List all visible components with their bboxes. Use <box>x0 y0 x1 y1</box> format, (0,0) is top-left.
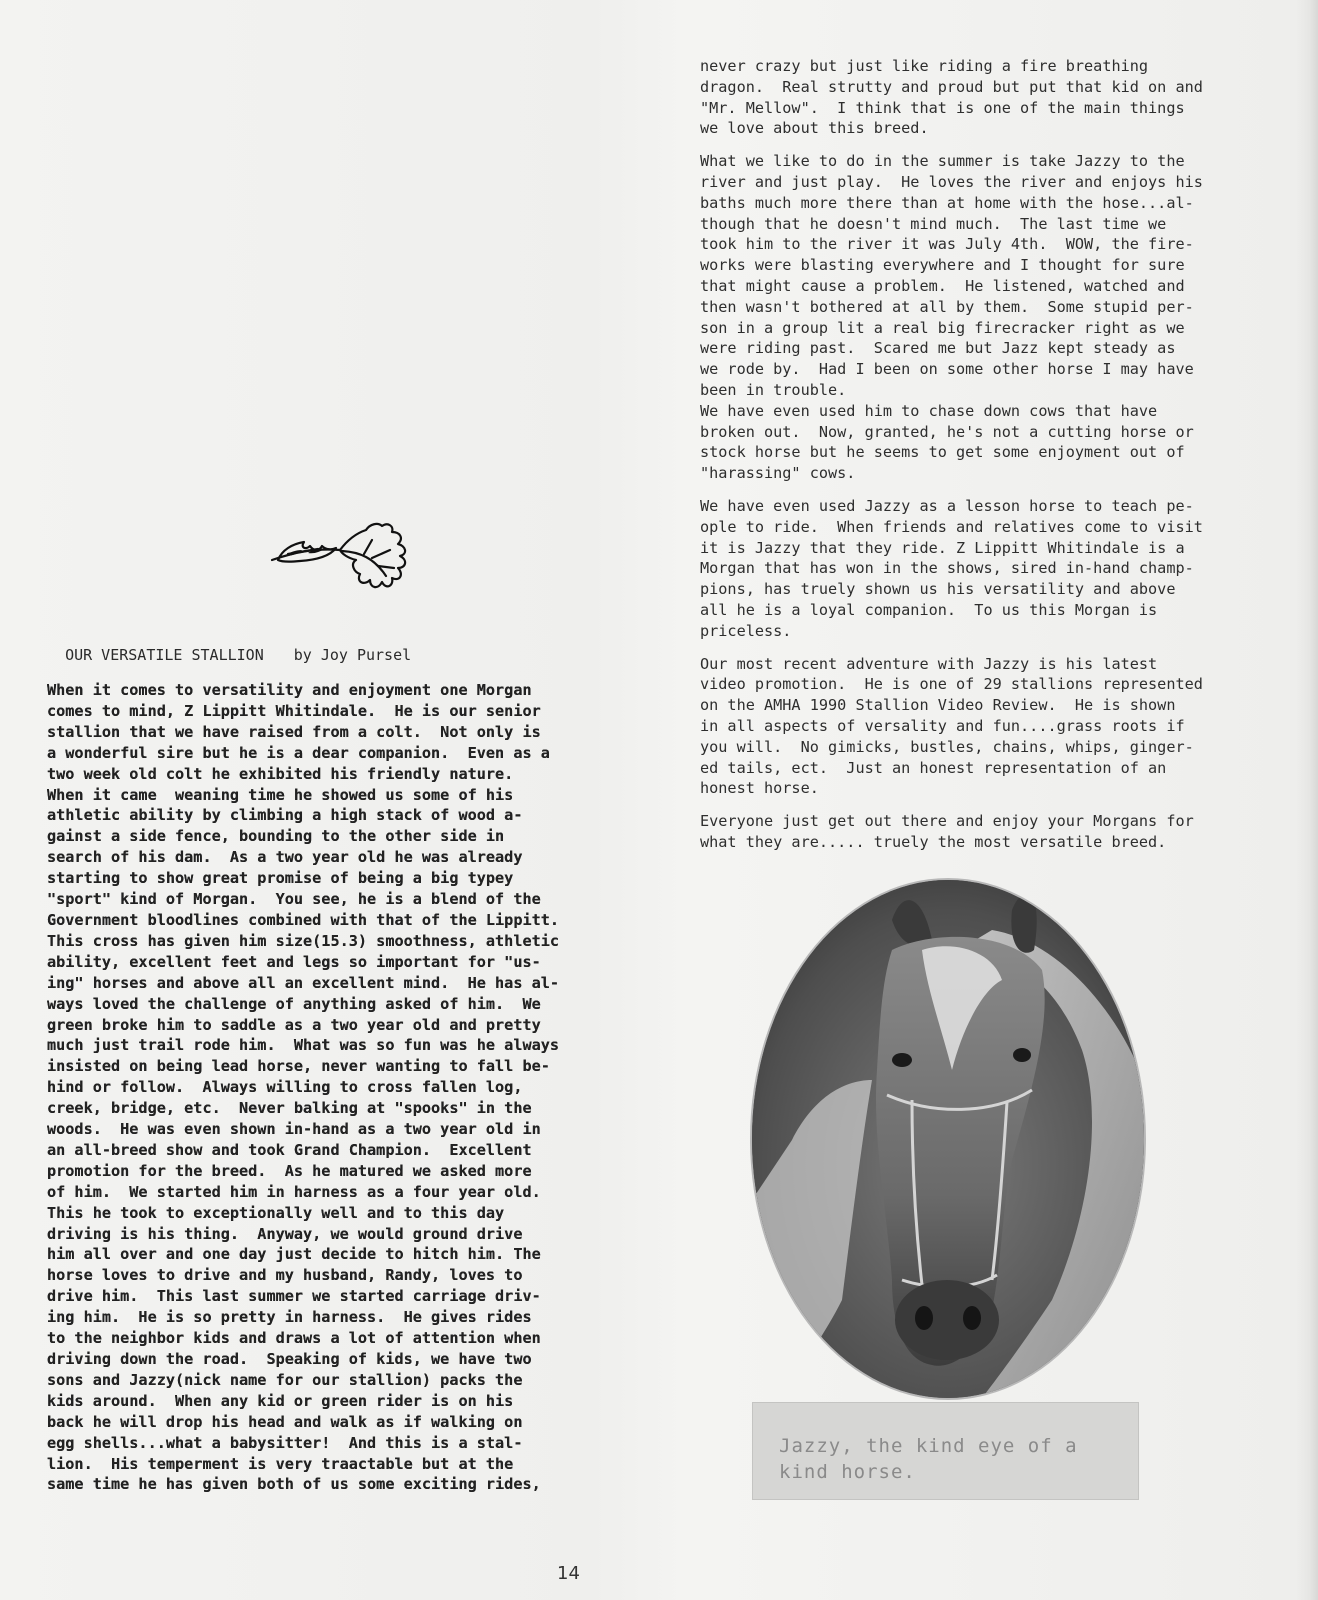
text-line: honest horse. <box>700 779 819 798</box>
text-line: ing" horses and above all an excellent mind. He has al- <box>47 973 560 992</box>
text-line: pions, has truely shown us his versatility and above <box>700 580 1176 599</box>
text-line: him all over and one day just decide to hitch him. The <box>47 1245 541 1264</box>
oak-leaf-sprig-icon <box>270 520 430 600</box>
text-line: drive him. This last summer we started carriage driv- <box>47 1287 541 1306</box>
text-line: search of his dam. As a two year old he was already <box>47 848 523 867</box>
text-line: took him to the river it was July 4th. WOW, the fire- <box>700 235 1194 254</box>
text-line: kids around. When any kid or green rider is on his <box>47 1391 514 1410</box>
text-line: Everyone just get out there and enjoy your Morgans for <box>700 812 1194 831</box>
text-line: gainst a side fence, bounding to the other side in <box>47 827 505 846</box>
text-line: "sport" kind of Morgan. You see, he is a blend of the <box>47 890 541 909</box>
text-line: dragon. Real strutty and proud but put that kid on and <box>700 77 1203 96</box>
text-line: hind or follow. Always willing to cross fallen log, <box>47 1078 523 1097</box>
text-line: been in trouble. <box>700 380 847 399</box>
text-line: we rode by. Had I been on some other horse I may have <box>700 360 1194 379</box>
text-line: What we like to do in the summer is take Jazzy to the <box>700 152 1185 171</box>
article-header <box>47 628 647 664</box>
article-title: OUR VERSATILE STALLION <box>65 646 264 664</box>
right-column-text <box>700 56 1290 853</box>
text-line: starting to show great promise of being a big typey <box>47 869 514 888</box>
text-line: creek, bridge, etc. Never balking at "spooks" in the <box>47 1099 532 1118</box>
text-line: two week old colt he exhibited his friendly nature. <box>47 764 514 783</box>
page-edge-shadow <box>1296 0 1318 1600</box>
text-line: river and just play. He loves the river and enjoys his <box>700 172 1203 191</box>
text-line: son in a group lit a real big firecracker right as we <box>700 318 1185 337</box>
text-line: it is Jazzy that they ride. Z Lippitt Whitindale is a <box>700 538 1185 557</box>
paragraph-gap <box>700 484 1290 496</box>
text-line: back he will drop his head and walk as if walking on <box>47 1412 523 1431</box>
text-line: ople to ride. When friends and relatives come to visit <box>700 517 1203 536</box>
text-line: "harassing" cows. <box>700 464 856 483</box>
text-line: horse loves to drive and my husband, Randy, loves to <box>47 1266 523 1285</box>
text-line: works were blasting everywhere and I thought for sure <box>700 256 1185 275</box>
paragraph-gap <box>700 642 1290 654</box>
article-byline: by Joy Pursel <box>293 646 412 664</box>
text-line: We have even used him to chase down cows that have <box>700 401 1158 420</box>
text-line: insisted on being lead horse, never wanting to fall be- <box>47 1057 550 1076</box>
text-line: driving is his thing. Anyway, we would ground drive <box>47 1224 523 1243</box>
text-line: much just trail rode him. What was so fun was he always <box>47 1036 560 1055</box>
text-line: We have even used Jazzy as a lesson horse to teach pe- <box>700 496 1194 515</box>
text-line: Our most recent adventure with Jazzy is his latest <box>700 654 1158 673</box>
caption-line: kind horse. <box>779 1461 916 1483</box>
text-line: we love about this breed. <box>700 119 929 138</box>
text-line: video promotion. He is one of 29 stallions represented <box>700 675 1203 694</box>
text-line: driving down the road. Speaking of kids, we have two <box>47 1350 532 1368</box>
left-column-text <box>47 680 657 1495</box>
caption-line: Jazzy, the kind eye of a <box>779 1435 1078 1457</box>
horse-portrait-photo <box>750 878 1146 1400</box>
text-line: egg shells...what a babysitter! And this is a stal- <box>47 1433 523 1452</box>
text-line: ed tails, ect. Just an honest representation of an <box>700 758 1167 777</box>
text-line: ing him. He is so pretty in harness. He gives rides <box>47 1308 532 1327</box>
text-line: "Mr. Mellow". I think that is one of the main things <box>700 98 1185 117</box>
photo-caption-box <box>752 1402 1139 1500</box>
text-line: ways loved the challenge of anything asked of him. We <box>47 994 541 1013</box>
text-line: to the neighbor kids and draws a lot of attention when <box>47 1329 541 1348</box>
text-line: When it comes to versatility and enjoyment one Morgan <box>47 681 532 699</box>
text-line: all he is a loyal companion. To us this Morgan is <box>700 600 1158 619</box>
paragraph-gap <box>700 139 1290 151</box>
text-line: in all aspects of versality and fun....grass roots if <box>700 716 1185 735</box>
text-line: Morgan that has won in the shows, sired in-hand champ- <box>700 559 1194 578</box>
text-line: a wonderful sire but he is a dear companion. Even as a <box>47 743 550 762</box>
text-line: This cross has given him size(15.3) smoothness, athletic <box>47 931 560 950</box>
horse-head-illustration <box>752 880 1144 1398</box>
text-line: then wasn't bothered at all by them. Some stupid per- <box>700 297 1194 316</box>
text-line: ability, excellent feet and legs so important for "us- <box>47 952 541 971</box>
text-line: baths much more there than at home with the hose...al- <box>700 193 1194 212</box>
text-line: athletic ability by climbing a high stack of wood a- <box>47 806 523 825</box>
text-line: green broke him to saddle as a two year old and pretty <box>47 1015 541 1034</box>
text-line: sons and Jazzy(nick name for our stallion) packs the <box>47 1370 523 1389</box>
text-line: lion. His temperment is very traactable but at the <box>47 1454 514 1473</box>
text-line: stallion that we have raised from a colt. Not only is <box>47 722 541 741</box>
text-line: same time he has given both of us some exciting rides, <box>47 1475 541 1494</box>
text-line: Government bloodlines combined with that of the Lippitt. <box>47 910 560 929</box>
page-number: 14 <box>557 1563 580 1584</box>
text-line: broken out. Now, granted, he's not a cutting horse or <box>700 422 1194 441</box>
text-line: you will. No gimicks, bustles, chains, whips, ginger- <box>700 737 1194 756</box>
text-line: This he took to exceptionally well and to this day <box>47 1203 505 1222</box>
text-line: were riding past. Scared me but Jazz kept steady as <box>700 339 1176 358</box>
text-line: never crazy but just like riding a fire breathing <box>700 57 1149 75</box>
paragraph-gap <box>700 799 1290 811</box>
text-line: comes to mind, Z Lippitt Whitindale. He is our senior <box>47 701 541 720</box>
text-line: of him. We started him in harness as a four year old. <box>47 1182 541 1201</box>
text-line: on the AMHA 1990 Stallion Video Review. He is shown <box>700 696 1176 715</box>
text-line: an all-breed show and took Grand Champion. Excellent <box>47 1140 532 1159</box>
text-line: When it came weaning time he showed us some of his <box>47 785 514 804</box>
text-line: woods. He was even shown in-hand as a two year old in <box>47 1120 541 1139</box>
text-line: priceless. <box>700 621 792 640</box>
text-line: stock horse but he seems to get some enjoyment out of <box>700 443 1185 462</box>
text-line: what they are..... truely the most versatile breed. <box>700 832 1167 851</box>
text-line: that might cause a problem. He listened, watched and <box>700 276 1185 295</box>
text-line: though that he doesn't mind much. The last time we <box>700 214 1167 233</box>
photo-caption <box>779 1433 1129 1485</box>
text-line: promotion for the breed. As he matured we asked more <box>47 1161 532 1180</box>
